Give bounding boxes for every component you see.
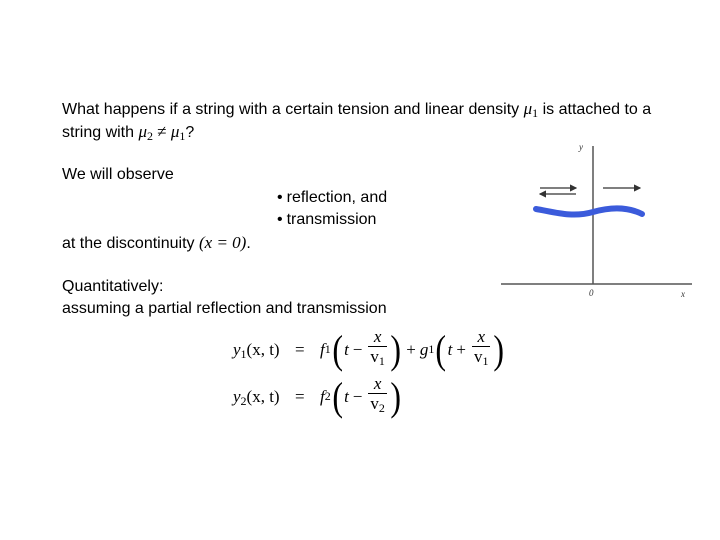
- string-diagram: [496, 138, 696, 303]
- string-wave: [536, 208, 642, 214]
- intro-text-b: is attached to a: [542, 101, 652, 118]
- x-axis-label: x: [681, 289, 685, 299]
- observe-tail: at the discontinuity (x = 0).: [62, 233, 251, 252]
- eq2-rhs: f 2 ( t − $\frac{x}{v_2}$ ): [320, 373, 401, 419]
- observe-lead: We will observe: [62, 166, 174, 183]
- origin-label: 0: [589, 288, 594, 298]
- eq1-fraction-2: $\frac{x}{v_1}$: [473, 327, 489, 368]
- eq2-equals: =: [295, 387, 305, 406]
- eq2-fraction: $\frac{x}{v_2}$: [370, 374, 385, 415]
- quant-heading: Quantitatively:: [62, 278, 164, 295]
- mu1-symbol: $\mu_1$: [523, 99, 539, 120]
- eq1-equals: =: [295, 340, 305, 359]
- quant-assumption: assuming a partial reflection and transmission: [62, 300, 387, 317]
- eq1-fraction-1: $\frac{x}{v_1}$: [370, 327, 385, 368]
- intro-text-c: string with: [62, 124, 135, 141]
- y-axis-label: y: [579, 142, 583, 152]
- intro-text-a: What happens if a string with a certain tension and linear density: [62, 101, 520, 118]
- eq1-lhs: $y_1(x$, t): [233, 340, 280, 361]
- eq2-lhs: $y_2(x$, t): [233, 387, 280, 408]
- intro-line-2: [62, 121, 194, 147]
- bullet-reflection: • reflection, and: [277, 189, 388, 206]
- mu2-neq-mu1: $\mu_2 \ne \mu_1$: [138, 122, 186, 143]
- bullet-transmission: • transmission: [277, 211, 377, 228]
- intro-question-mark: ?: [185, 124, 195, 141]
- eq1-rhs: f 1 ( t − $\frac{x}{v_1}$ ) + g 1 ( t + $\frac{x}{v_1}$ ): [320, 326, 505, 372]
- discontinuity-condition: (x = 0): [198, 233, 247, 252]
